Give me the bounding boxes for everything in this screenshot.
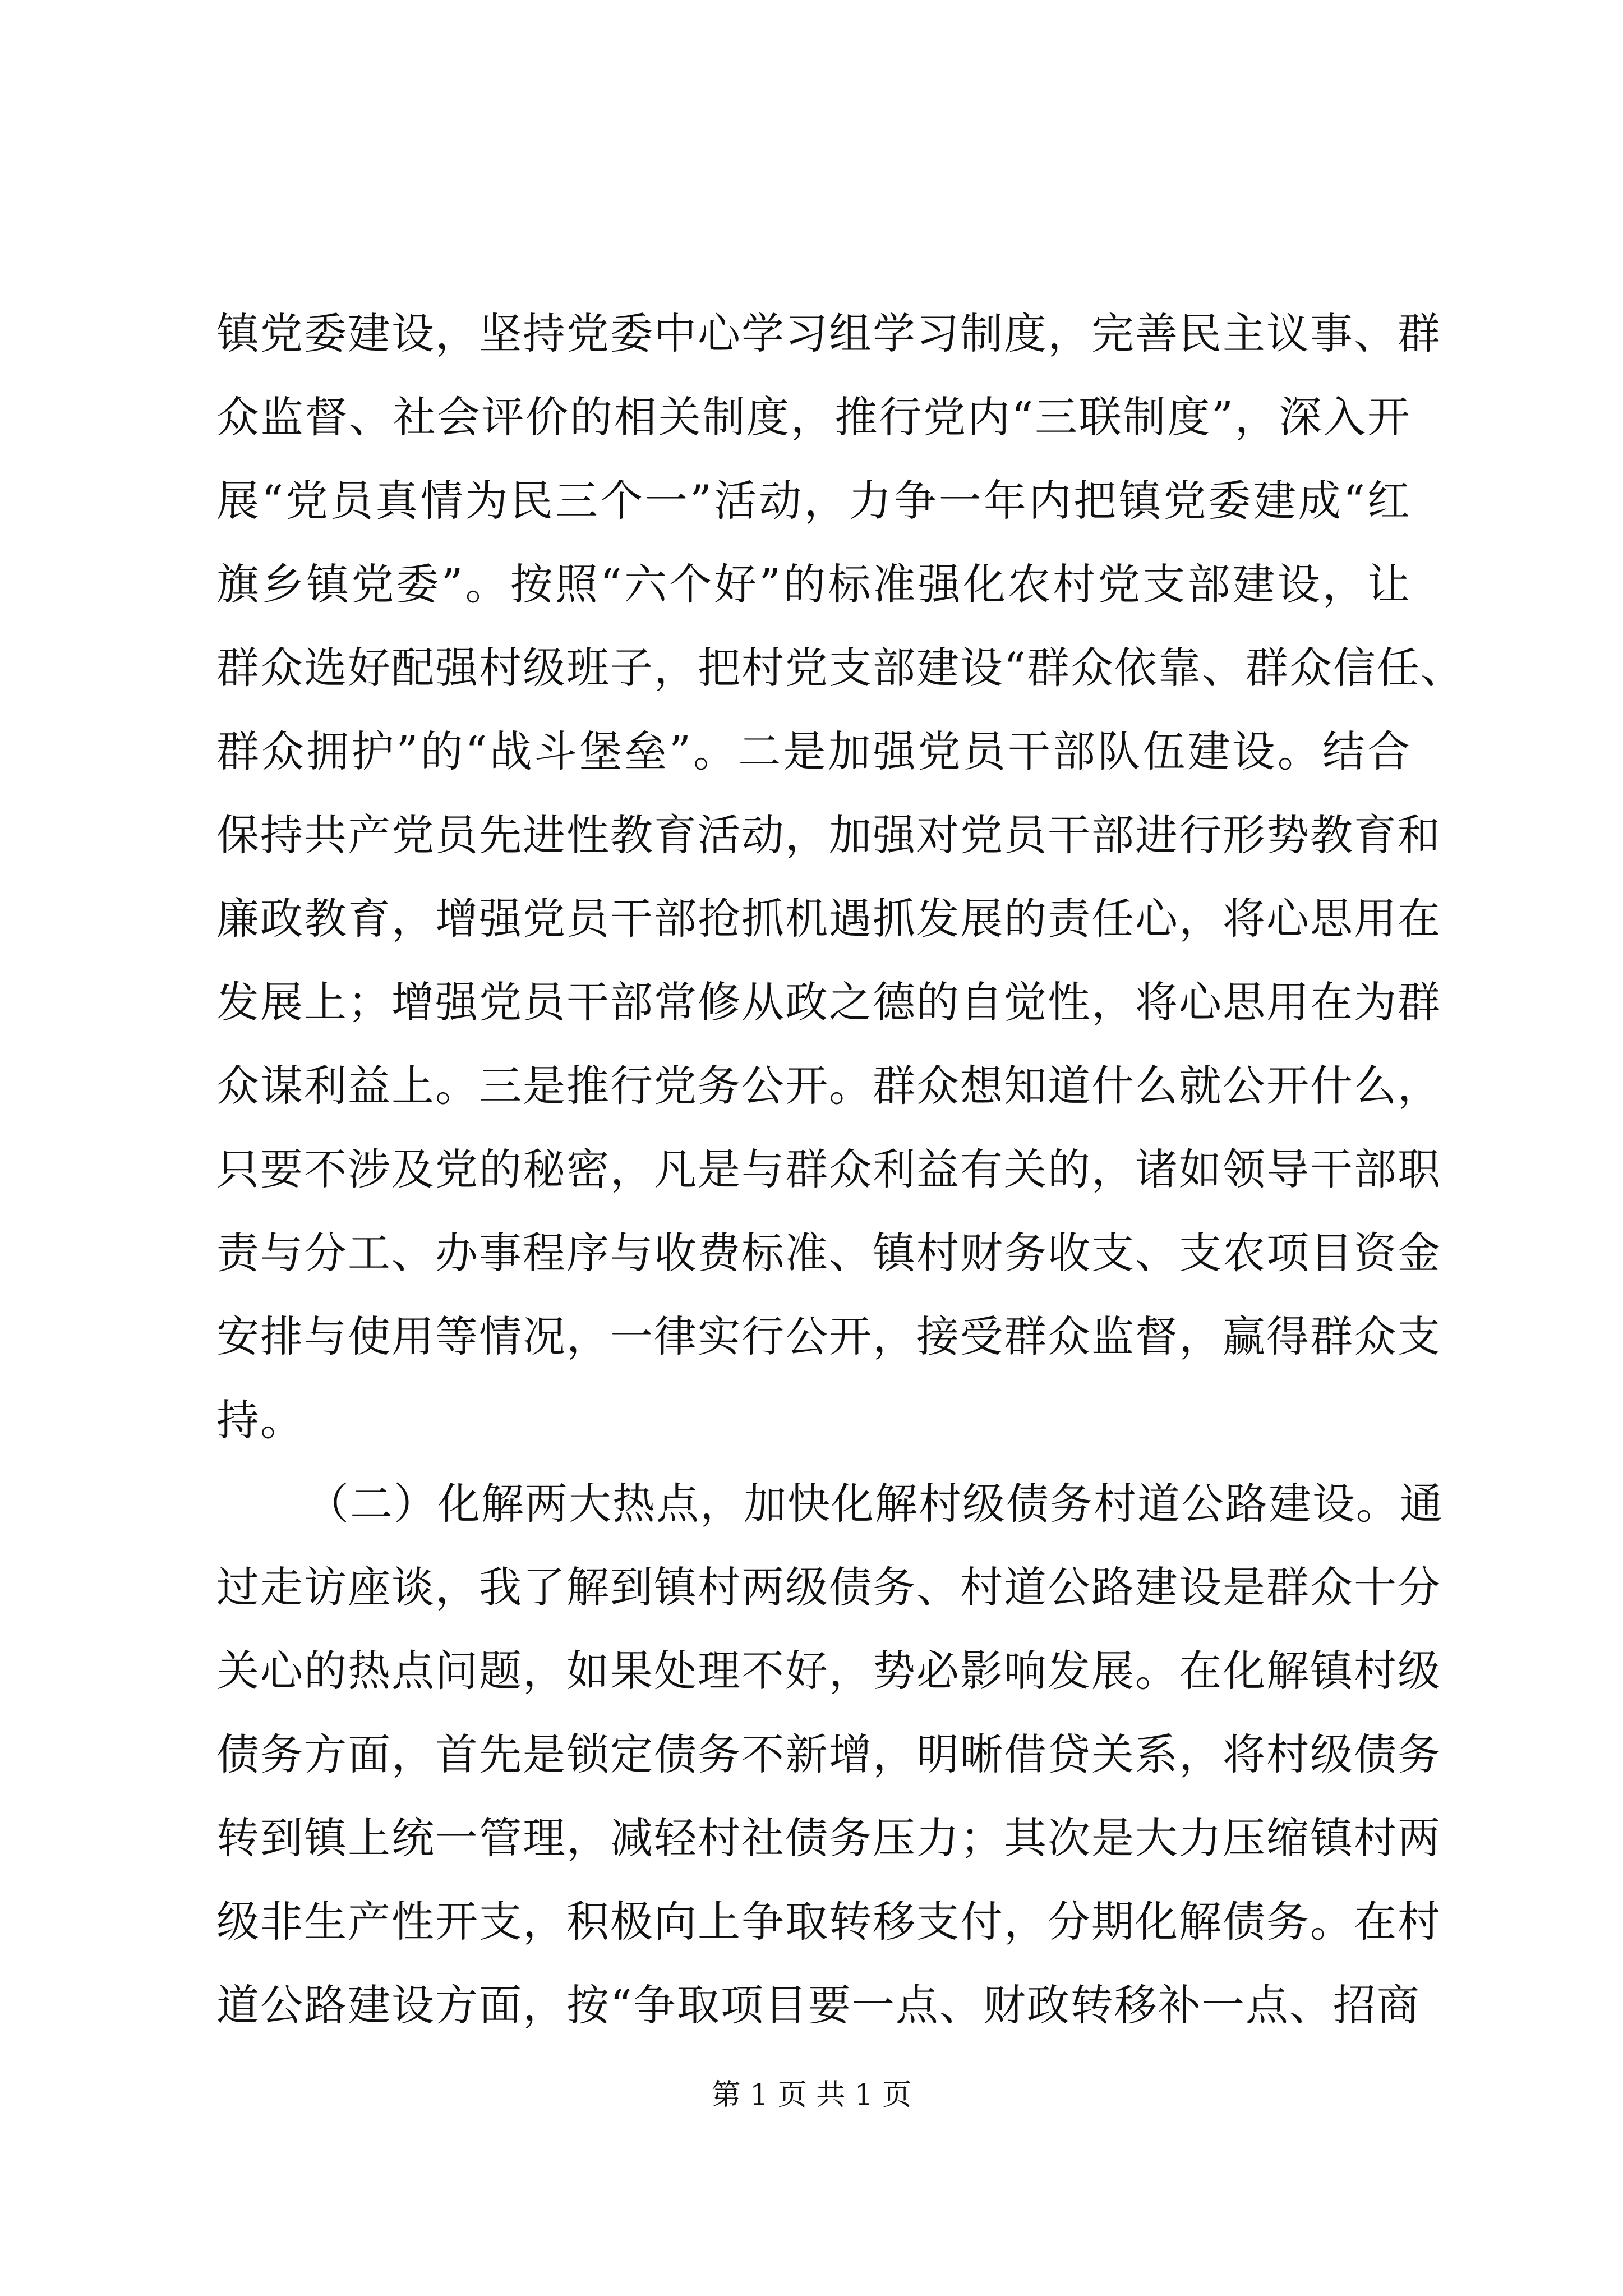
text-line: 镇党委建设，坚持党委中心学习组学习制度，完善民主议事、群 [216, 309, 1441, 358]
text-line: 只要不涉及党的秘密，凡是与群众利益有关的，诸如领导干部职 [216, 1144, 1441, 1194]
text-line: 安排与使用等情况，一律实行公开，接受群众监督，赢得群众支 [216, 1312, 1441, 1361]
text-line: 群众拥护”的“战斗堡垒”。二是加强党员干部队伍建设。结合 [216, 726, 1411, 776]
text-line: 责与分工、办事程序与收费标准、镇村财务收支、支农项目资金 [216, 1228, 1441, 1278]
text-line: 债务方面，首先是锁定债务不新增，明晰借贷关系，将村级债务 [216, 1729, 1441, 1779]
text-line: 转到镇上统一管理，减轻村社债务压力；其次是大力压缩镇村两 [216, 1813, 1441, 1863]
text-line: 廉政教育，增强党员干部抢抓机遇抓发展的责任心，将心思用在 [216, 894, 1441, 944]
text-line: 群众选好配强村级班子，把村党支部建设“群众依靠、群众信任、 [216, 643, 1464, 693]
document-body [216, 292, 1464, 2047]
text-line: 过走访座谈，我了解到镇村两级债务、村道公路建设是群众十分 [216, 1562, 1441, 1612]
page-footer: 第 1 页 共 1 页 [711, 2078, 912, 2112]
text-line: 关心的热点问题，如果处理不好，势必影响发展。在化解镇村级 [216, 1646, 1441, 1696]
text-line: 众谋利益上。三是推行党务公开。群众想知道什么就公开什么， [216, 1061, 1441, 1111]
text-line: 旗乡镇党委”。按照“六个好”的标准强化农村党支部建设，让 [216, 559, 1411, 609]
section-heading-line: （二）化解两大热点，加快化解村级债务村道公路建设。通 [306, 1479, 1444, 1529]
text-line: 道公路建设方面，按“争取项目要一点、财政转移补一点、招商 [216, 1980, 1421, 2030]
text-line: 持。 [216, 1395, 304, 1445]
text-line: 展“党员真情为民三个一”活动，力争一年内把镇党委建成“红 [216, 476, 1411, 526]
text-line: 保持共产党员先进性教育活动，加强对党员干部进行形势教育和 [216, 810, 1441, 860]
text-line: 众监督、社会评价的相关制度，推行党内“三联制度”，深入开 [216, 392, 1411, 442]
text-line: 级非生产性开支，积极向上争取转移支付，分期化解债务。在村 [216, 1897, 1441, 1947]
text-line: 发展上；增强党员干部常修从政之德的自觉性，将心思用在为群 [216, 977, 1441, 1027]
